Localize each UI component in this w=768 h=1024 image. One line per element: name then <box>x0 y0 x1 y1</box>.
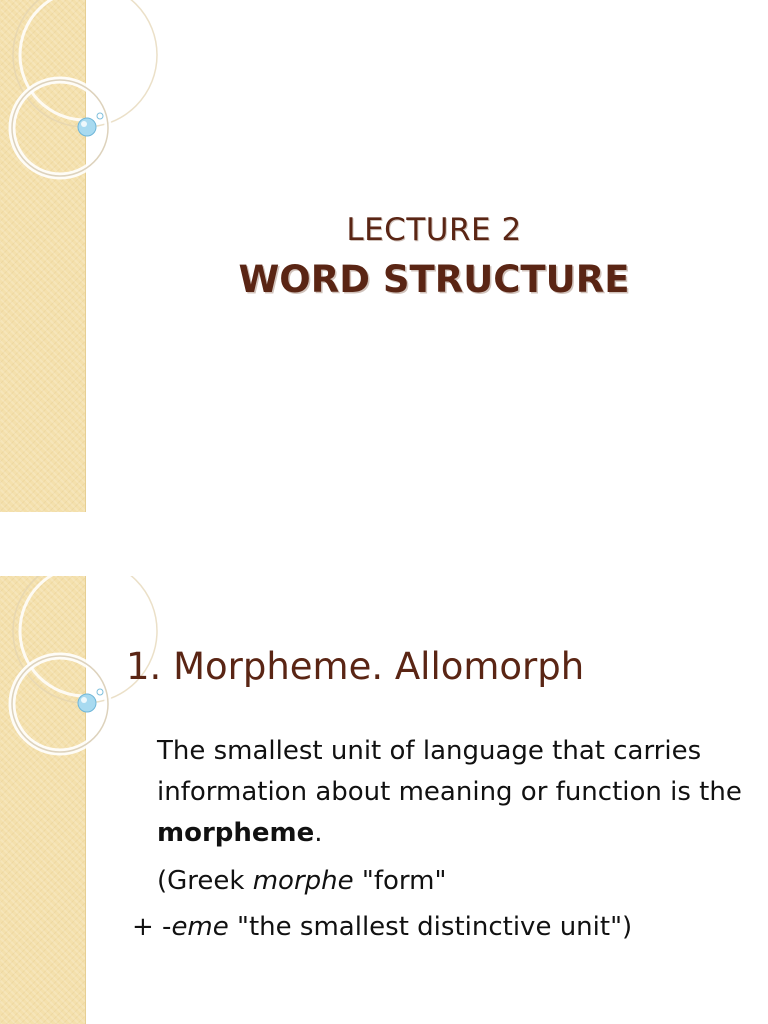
etymology-line-2 <box>132 907 632 948</box>
suffix-prefix: + - <box>132 912 172 942</box>
suffix-eme: eme <box>171 912 229 942</box>
suffix-gloss: "the smallest distinctive unit") <box>228 912 633 942</box>
etymology-line-1 <box>157 861 757 902</box>
definition-paragraph <box>157 731 757 854</box>
section-heading: 1. Morpheme. Allomorph <box>126 645 585 688</box>
term-morpheme: morpheme <box>157 818 315 848</box>
greek-word-morphe: morphe <box>252 866 354 896</box>
etymology-prefix: (Greek <box>157 866 253 896</box>
circle-ornament-graphic <box>0 576 120 796</box>
slide-title: WORD STRUCTURE <box>238 258 630 301</box>
lecture-number: LECTURE 2 <box>346 212 522 248</box>
definition-period: . <box>314 818 323 848</box>
definition-text: The smallest unit of language that carries information about meaning or function is the <box>157 736 742 807</box>
slide-separator <box>0 512 768 576</box>
etymology-gloss: "form" <box>353 866 447 896</box>
circle-ornament-graphic <box>0 0 120 220</box>
